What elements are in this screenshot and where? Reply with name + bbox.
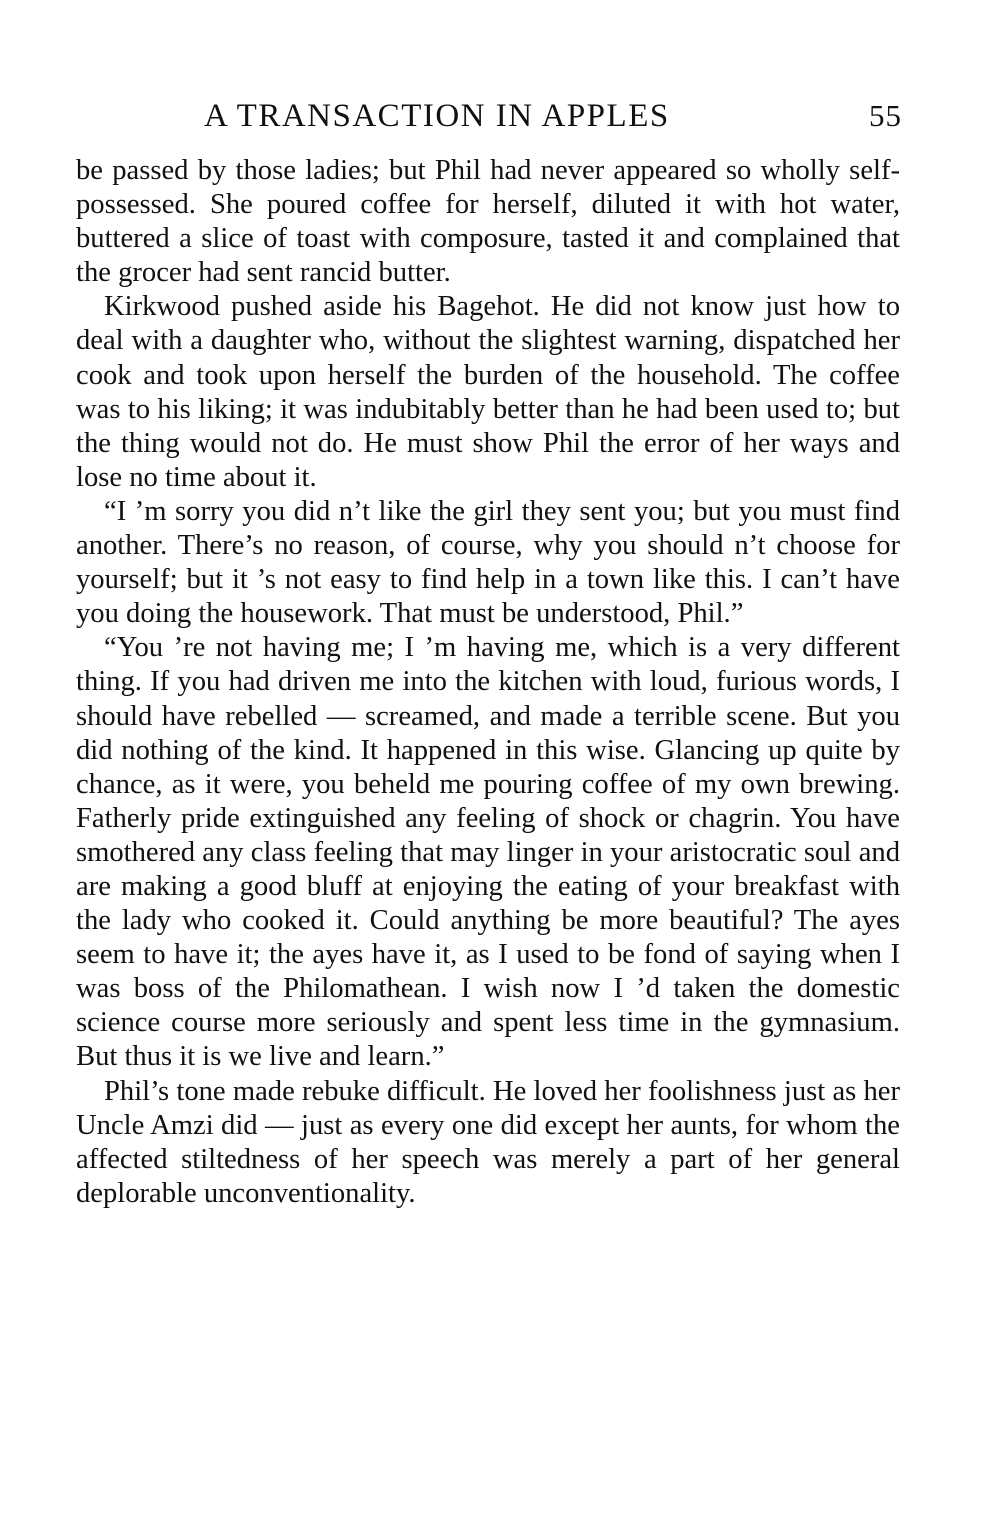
paragraph-kirkwood: Kirkwood pushed aside his Bagehot. He did not know just how to deal with a daughter who, without the slightest warning, dispatched her cook and took upon herself the burden of the household. The coffee was to his liking; it was indubitably better than he had been used to; but the thing would not do. He must show Phil the error of her ways and lose no time about it. xyxy=(76,291,900,493)
running-title: A TRANSACTION IN APPLES xyxy=(204,98,670,134)
paragraph-father-dialogue: “I ’m sorry you did n’t like the girl they sent you; but you must find another. There’s no reason, of course, why you should n’t choose for yourself; but it ’s not easy to find help in a town like this. I can’t have you doing the housework. That must be understood, Phil.” xyxy=(76,495,900,630)
paragraph-phil-dialogue: “You ’re not having me; I ’m having me, which is a very different thing. If you had driven me into the kitchen with loud, furious words, I should have rebelled — screamed, and made a terrible scene. But you did nothing of the kind. It happened in this wise. Glancing up quite by chance, as it were, you beheld me pouring coffee of my own brewing. Fatherly pride extinguished any feeling of shock or chagrin. You have smothered any class feeling that may linger in your aristocratic soul and are making a good bluff at enjoying the eating of your breakfast with the lady who cooked it. Could anything be more beautiful? The ayes seem to have it; the ayes have it, as I used to be fond of saying when I was boss of the Philomathean. I wish now I ’d taken the domestic science course more seriously and spent less time in the gymnasium. But thus it is we live and learn.” xyxy=(76,632,900,1073)
page-number: 55 xyxy=(869,98,902,133)
running-head xyxy=(76,96,900,136)
paragraph-phil-tone: Phil’s tone made rebuke difficult. He loved her foolishness just as her Uncle Amzi did — just as every one did except her aunts, for whom the affected stiltedness of her speech was merely a part of her general deplorable unconventionality. xyxy=(76,1075,900,1209)
book-page xyxy=(76,96,900,1211)
paragraph-continuation: be passed by those ladies; but Phil had never appeared so wholly self-possessed. She poured coffee for herself, diluted it with hot water, buttered a slice of toast with composure, tasted it and complained that the grocer had sent rancid butter. xyxy=(76,155,900,289)
body-text xyxy=(76,154,900,1211)
